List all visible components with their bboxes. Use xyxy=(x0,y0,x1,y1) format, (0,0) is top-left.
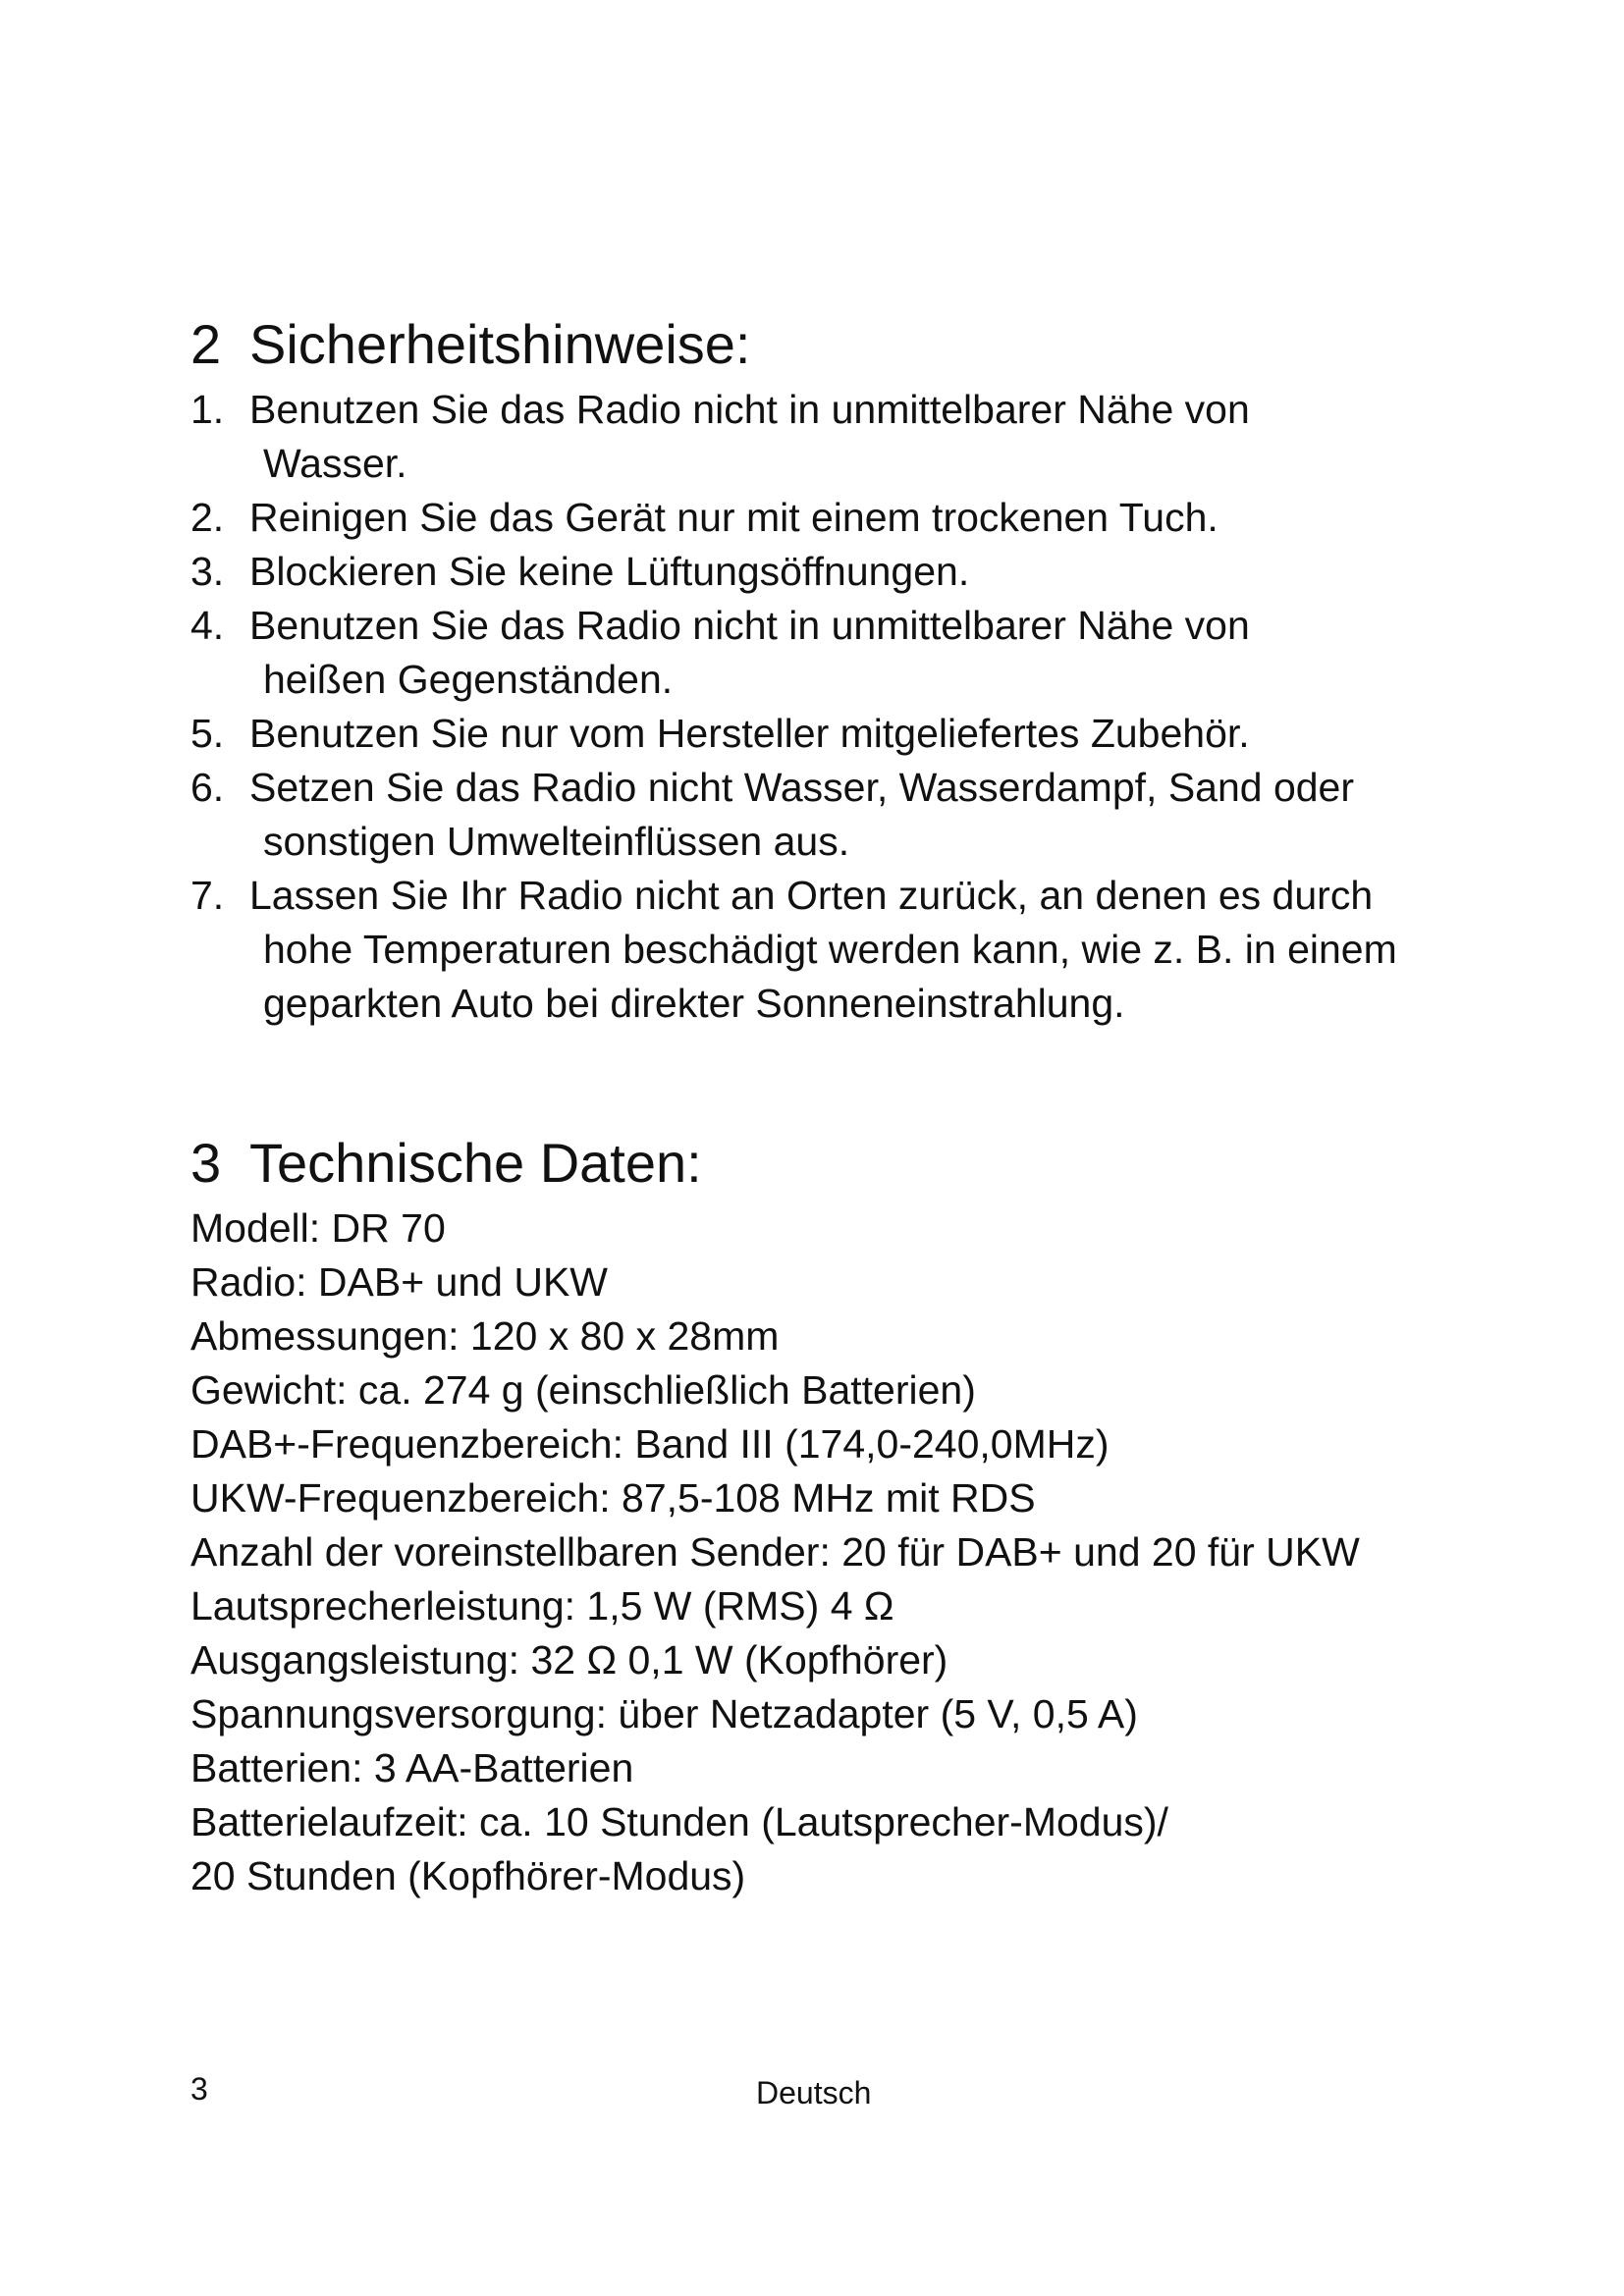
tech-heading-number: 3 xyxy=(190,1132,222,1194)
tech-heading xyxy=(190,1131,1545,1196)
safety-heading xyxy=(190,312,1545,377)
spec-line: Abmessungen: 120 x 80 x 28mm xyxy=(190,1313,780,1359)
list-item-number: 4. xyxy=(190,603,225,648)
list-item-number: 5. xyxy=(190,711,225,756)
tech-heading-title: Technische Daten: xyxy=(249,1132,702,1194)
list-item-number: 3. xyxy=(190,549,225,594)
list-item-text: Benutzen Sie nur vom Hersteller mitgeliefertes Zubehör. xyxy=(249,711,1250,756)
spec-line: Radio: DAB+ und UKW xyxy=(190,1259,608,1305)
spec-line: Batterien: 3 AA-Batterien xyxy=(190,1745,634,1790)
spec-line: UKW-Frequenzbereich: 87,5-108 MHz mit RDS xyxy=(190,1475,1036,1521)
list-item-text: Benutzen Sie das Radio nicht in unmittelbarer Nähe von Wasser. xyxy=(249,387,1250,486)
list-item xyxy=(190,761,1545,869)
spec-line: Ausgangsleistung: 32 Ω 0,1 W (Kopfhörer) xyxy=(190,1637,948,1682)
list-item-text: Lassen Sie Ihr Radio nicht an Orten zurück, an denen es durch hohe Temperaturen beschädigt werden kann, wie z. B. in einem geparkten Auto bei direkter Sonneneinstrahlung. xyxy=(249,873,1397,1026)
list-item-number: 6. xyxy=(190,765,225,810)
list-item-text: Setzen Sie das Radio nicht Wasser, Wasserdampf, Sand oder sonstigen Umwelteinflüssen aus. xyxy=(249,765,1355,864)
list-item xyxy=(190,383,1545,491)
safety-heading-number: 2 xyxy=(190,313,222,375)
list-item-text: Benutzen Sie das Radio nicht in unmittelbarer Nähe von heißen Gegenständen. xyxy=(249,603,1250,702)
list-item-number: 2. xyxy=(190,495,225,540)
footer-language: Deutsch xyxy=(756,2075,872,2110)
safety-list xyxy=(190,383,1545,1031)
spec-line: Modell: DR 70 xyxy=(190,1205,446,1251)
list-item xyxy=(190,491,1545,545)
spec-line: DAB+-Frequenzbereich: Band III (174,0-240,0MHz) xyxy=(190,1421,1110,1467)
list-item-text: Blockieren Sie keine Lüftungsöffnungen. xyxy=(249,549,970,594)
page-number: 3 xyxy=(190,2071,208,2107)
list-item xyxy=(190,869,1545,1031)
list-item-text: Reinigen Sie das Gerät nur mit einem trockenen Tuch. xyxy=(249,495,1218,540)
spec-line: Batterielaufzeit: ca. 10 Stunden (Lautsprecher-Modus)/ xyxy=(190,1799,1168,1844)
spec-line: Lautsprecherleistung: 1,5 W (RMS) 4 Ω xyxy=(190,1583,894,1629)
spec-line: 20 Stunden (Kopfhörer-Modus) xyxy=(190,1853,746,1898)
list-item-number: 1. xyxy=(190,387,225,432)
list-item xyxy=(190,707,1545,761)
tech-section xyxy=(190,1131,1545,1903)
safety-heading-title: Sicherheitshinweise: xyxy=(249,313,751,375)
safety-section xyxy=(190,312,1545,1031)
spec-line: Gewicht: ca. 274 g (einschließlich Batterien) xyxy=(190,1367,976,1413)
tech-spec-list xyxy=(190,1201,1545,1903)
spec-line: Spannungsversorgung: über Netzadapter (5 V, 0,5 A) xyxy=(190,1691,1138,1736)
list-item xyxy=(190,599,1545,707)
list-item xyxy=(190,545,1545,599)
spec-line: Anzahl der voreinstellbaren Sender: 20 für DAB+ und 20 für UKW xyxy=(190,1529,1360,1575)
list-item-number: 7. xyxy=(190,873,225,918)
